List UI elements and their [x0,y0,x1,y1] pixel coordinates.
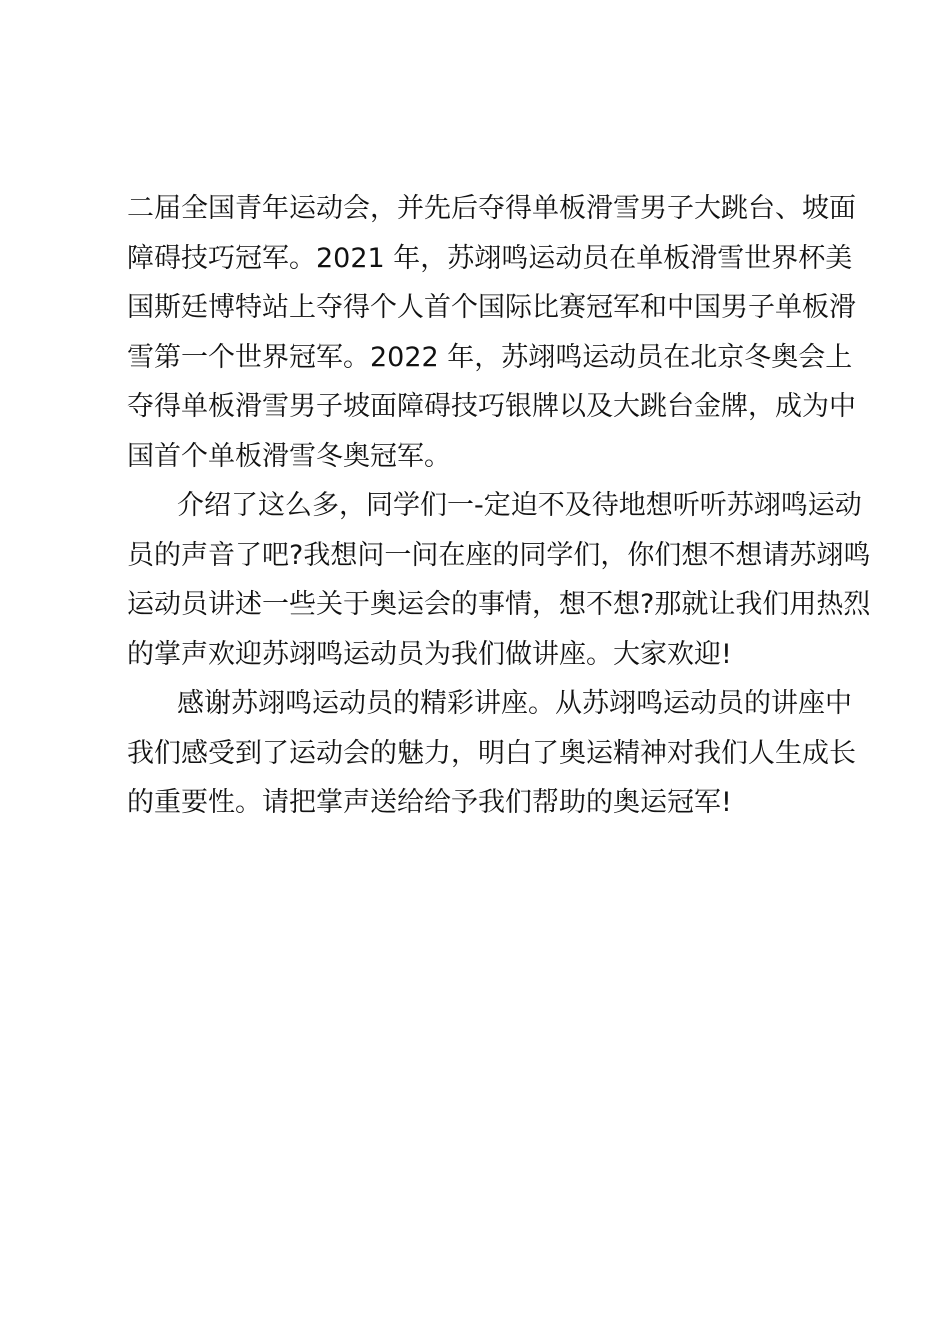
paragraph-1 [127,184,856,481]
text-line: 夺得单板滑雪男子坡面障碍技巧银牌以及大跳台金牌，成为中 [127,391,856,422]
text-line: 我们感受到了运动会的魅力，明白了奥运精神对我们人生成长 [127,737,856,769]
text-line: 国斯廷博特站上夺得个人首个国际比赛冠军和中国男子单板滑 [127,292,856,323]
paragraph-3 [127,679,856,828]
document-body [127,184,871,828]
text-line: 国首个单板滑雪冬奥冠军。 [127,440,451,472]
text-line: 雪第一个世界冠军。2022 年，苏翊鸣运动员在北京冬奥会上 [127,341,853,373]
paragraph-2 [127,481,871,679]
text-line: 障碍技巧冠军。2021 年，苏翊鸣运动员在单板滑雪世界杯美 [127,242,853,274]
text-line: 二届全国青年运动会，并先后夺得单板滑雪男子大跳台、坡面 [127,193,856,224]
text-line: 运动员讲述一些关于奥运会的事情，想不想?那就让我们用热烈 [127,589,871,620]
text-line: 员的声音了吧?我想问一问在座的同学们，你们想不想请苏翊鸣 [127,539,871,571]
text-line: 的重要性。请把掌声送给给予我们帮助的奥运冠军! [127,787,732,818]
text-line: 介绍了这么多，同学们一-定迫不及待地想听听苏翊鸣运动 [177,490,862,521]
text-line: 的掌声欢迎苏翊鸣运动员为我们做讲座。大家欢迎! [127,638,732,670]
text-line: 感谢苏翊鸣运动员的精彩讲座。从苏翊鸣运动员的讲座中 [177,688,852,719]
